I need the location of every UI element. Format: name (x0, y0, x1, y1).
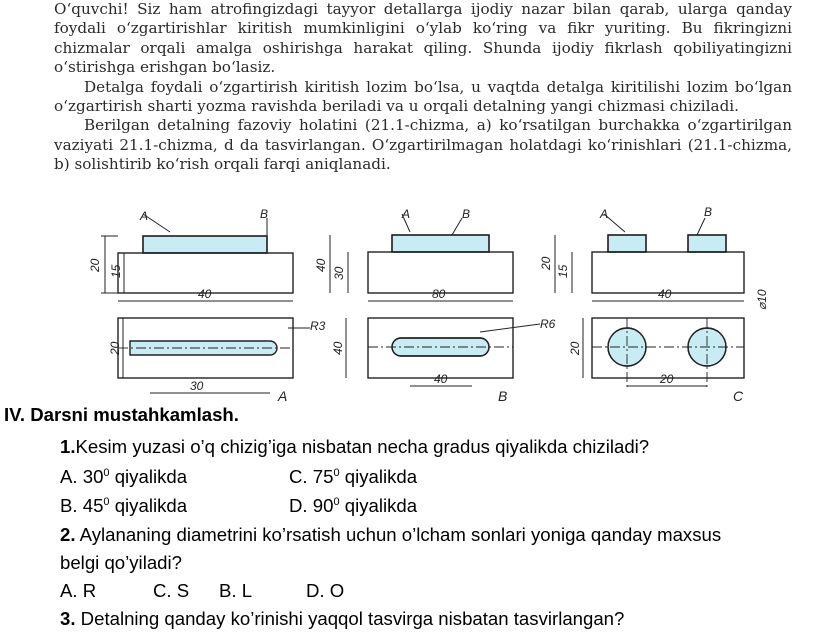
drawing-view-c (539, 205, 769, 404)
answer-1d-value: D. 90 (289, 495, 334, 516)
leader-label-b: B (260, 207, 269, 221)
drawing-view-a (88, 207, 326, 404)
dim-body-height-c: 15 (556, 264, 570, 278)
dim-plan-height-b: 40 (331, 341, 345, 355)
dim-body-height-a: 15 (109, 264, 123, 278)
question-1-number: 1. (60, 436, 76, 457)
answer-1b[interactable] (60, 495, 187, 517)
degree-mark: 0 (103, 496, 110, 508)
front-view-b (314, 207, 513, 301)
dim-total-height-a: 20 (88, 258, 102, 272)
question-2-text: Aylananing diametrini ko’rsatish uchun o’lcham sonlari yoniga qanday maxsus (75, 524, 722, 545)
question-2 (60, 524, 721, 546)
dim-width-b: 80 (432, 287, 446, 301)
dim-plan-height-a: 20 (108, 341, 122, 355)
diameter-label-c: ⌀10 (755, 289, 769, 310)
answer-2d[interactable]: D. O (306, 580, 345, 601)
paragraph-3: Berilgan detalning fazoviy holatini (21.1-chizma, a) ko‘rsatilgan burchakka o‘zgartirilgan vaziyati 21.1-chizma, d da tasvirlangan. O‘zgartirilmagan holatdagi ko‘rinishlari (21.1-chizma, b) solishtirib ko‘rish orqali farqi aniqlanadi. (54, 116, 792, 174)
view-label-c: C (733, 388, 744, 404)
answer-1c[interactable] (289, 466, 417, 488)
radius-label-b: R6 (540, 317, 556, 331)
question-1-text: Kesim yuzasi o’q chizig’iga nisbatan necha gradus qiyalikda chiziladi? (75, 436, 650, 457)
question-2-continuation: belgi qo’yiladi? (60, 552, 182, 573)
dim-width-c: 40 (658, 287, 672, 301)
degree-mark: 0 (333, 496, 340, 508)
dim-slot-length-a: 30 (190, 379, 204, 393)
dim-width-a: 40 (198, 287, 212, 301)
question-2-number: 2. (60, 524, 76, 545)
drawing-view-b (314, 207, 556, 404)
view-label-b: B (498, 388, 508, 404)
leader-label-a: A (140, 209, 149, 223)
leader-label-b: B (462, 207, 471, 221)
answer-2c[interactable]: B. L (219, 580, 253, 601)
dim-body-height-b: 30 (332, 266, 346, 280)
dim-total-height-b: 40 (314, 258, 328, 272)
leader-label-a: A (600, 207, 609, 221)
top-view-a (108, 318, 326, 404)
dim-slot-length-b: 40 (434, 372, 448, 386)
question-1 (60, 436, 649, 458)
dim-plan-height-c: 20 (568, 341, 582, 355)
answer-1d-suffix: qiyalikda (339, 495, 418, 516)
paragraph-1: O‘quvchi! Siz ham atrofingizdagi tayyor detallarga ijodiy nazar bilan qarab, ularga qanday foydali o‘zgartirishlar kiritish mumkinligini o‘ylab ko‘ring va fikr yuriting. Bu fikringizni chizmalar orqali amalga oshirishga harakat qiling. Shunda ijodiy fikrlash qobiliyatingizni o‘stirishga erishgan bo‘lasiz. (54, 0, 792, 77)
answer-1c-value: C. 75 (289, 466, 334, 487)
section-title: IV. Darsni mustahkamlash. (4, 404, 239, 425)
answer-1a-suffix: qiyalikda (109, 466, 188, 487)
leader-label-a: A (402, 207, 411, 221)
answer-2a[interactable]: A. R (60, 580, 97, 601)
answer-1c-suffix: qiyalikda (339, 466, 418, 487)
radius-label-a: R3 (310, 319, 326, 333)
front-view-a (88, 207, 293, 301)
front-view-c (539, 205, 769, 310)
top-view-b (331, 317, 556, 404)
top-view-c (568, 318, 744, 404)
technical-drawings (0, 200, 816, 410)
answer-1b-suffix: qiyalikda (109, 495, 188, 516)
view-label-a: A (278, 388, 288, 404)
dim-hole-spacing-c: 20 (660, 372, 674, 386)
quiz-section (0, 404, 816, 632)
answer-2b[interactable]: C. S (153, 580, 190, 601)
dim-total-height-c: 20 (539, 256, 553, 270)
answer-1d[interactable] (289, 495, 417, 517)
answer-1a-value: A. 30 (60, 466, 104, 487)
question-3-text: Detalning qanday ko’rinishi yaqqol tasvirga nisbatan tasvirlangan? (75, 608, 625, 629)
question-3 (60, 608, 624, 630)
degree-mark: 0 (103, 467, 110, 479)
degree-mark: 0 (333, 467, 340, 479)
answer-1a[interactable] (60, 466, 187, 488)
leader-label-b: B (704, 205, 713, 219)
question-3-number: 3. (60, 608, 76, 629)
paragraph-2: Detalga foydali o‘zgartirish kiritish lozim bo‘lsa, u vaqtda detalga kiritilishi lozim bo‘lgan o‘zgartirish sharti yozma ravishda beriladi va u orqali detalning yangi chizmasi chiziladi. (54, 77, 792, 116)
answer-1b-value: B. 45 (60, 495, 104, 516)
